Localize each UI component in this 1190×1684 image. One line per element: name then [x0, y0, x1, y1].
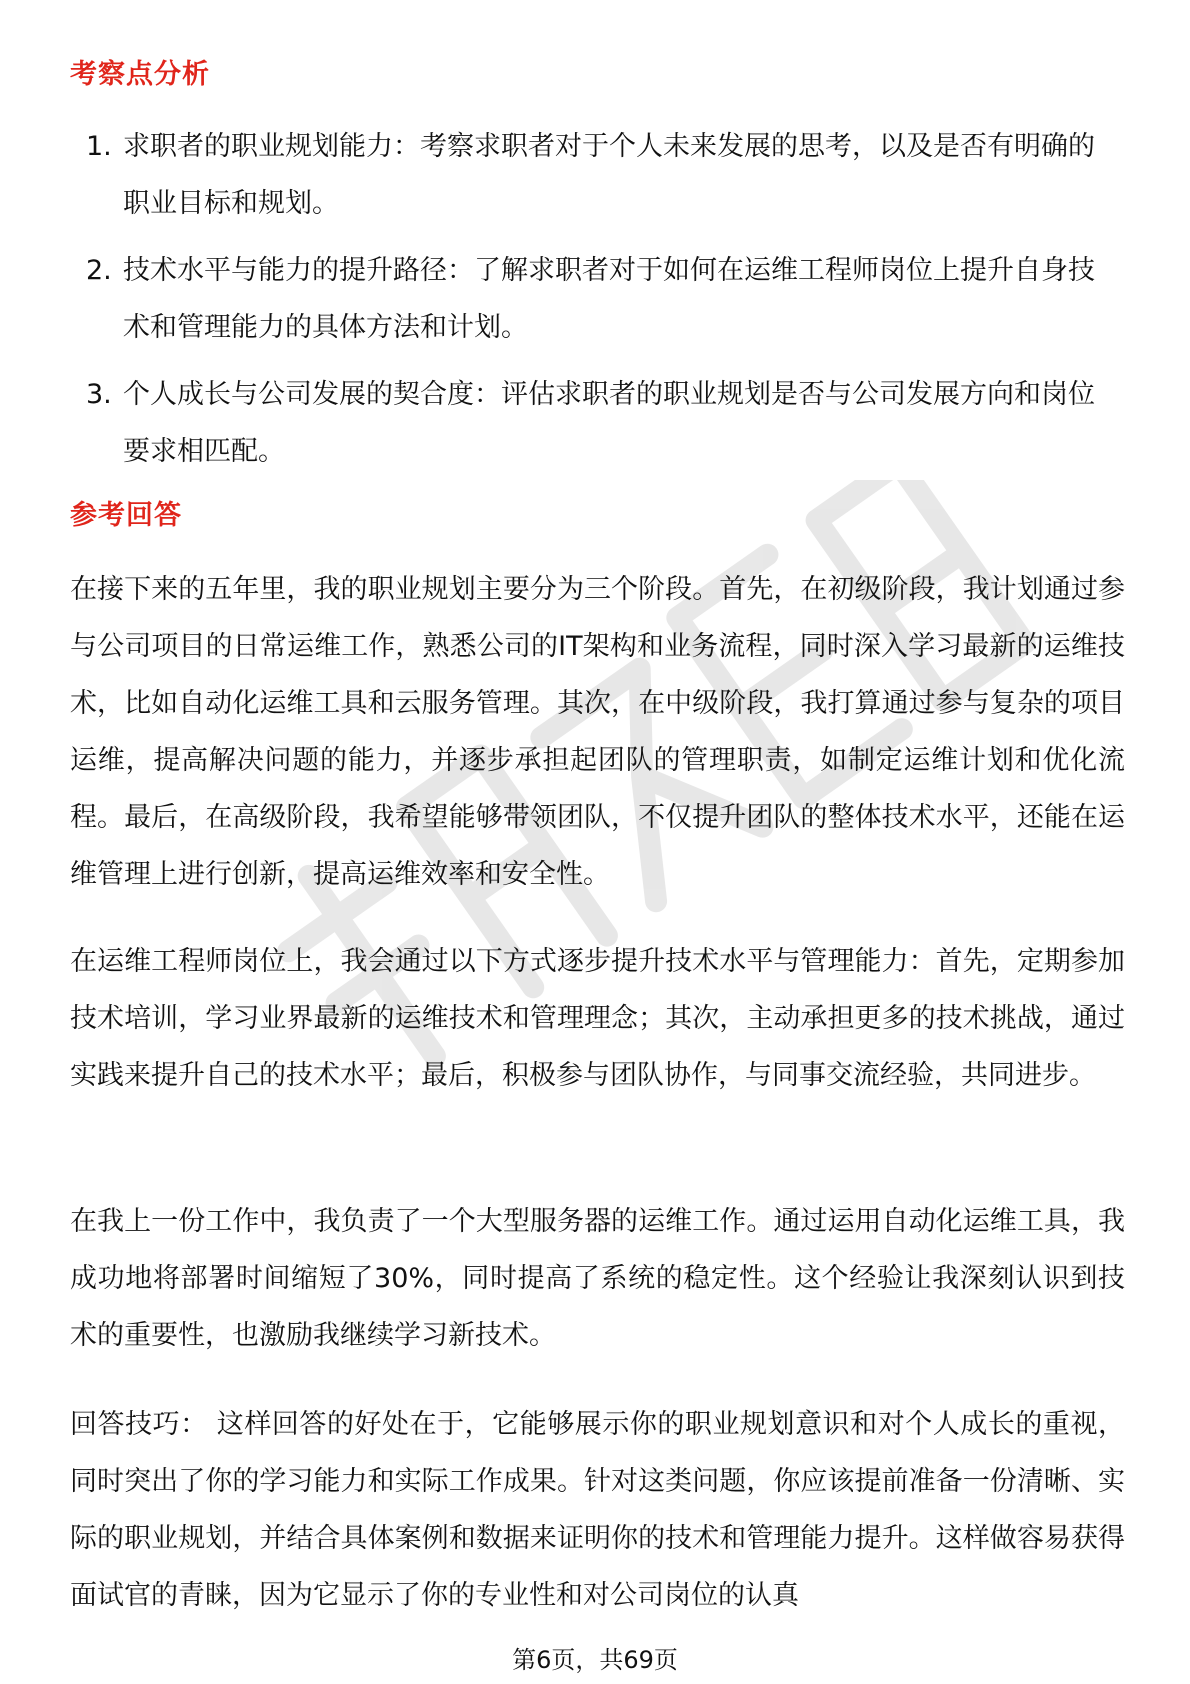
list-item-text: 求职者的职业规划能力：考察求职者对于个人未来发展的思考，以及是否有明确的职业目标和规划。	[123, 131, 1095, 219]
answer-paragraph-3: 在我上一份工作中，我负责了一个大型服务器的运维工作。通过运用自动化运维工具，我成功地将部署时间缩短了30%，同时提高了系统的稳定性。这个经验让我深刻认识到技术的重要性，也激励我继续学习新技术。	[70, 1206, 1125, 1351]
page-number: 第6页，共69页	[512, 1646, 678, 1674]
list-item	[0, 366, 1190, 480]
analysis-list	[0, 118, 1190, 490]
list-item-text: 个人成长与公司发展的契合度：评估求职者的职业规划是否与公司发展方向和岗位要求相匹配。	[123, 379, 1095, 467]
list-item-text: 技术水平与能力的提升路径：了解求职者对于如何在运维工程师岗位上提升自身技术和管理能力的具体方法和计划。	[123, 255, 1095, 343]
list-item-number: 2.	[86, 255, 112, 286]
answer-heading: 参考回答	[70, 500, 182, 531]
analysis-heading: 考察点分析	[70, 59, 210, 90]
list-item	[0, 242, 1190, 356]
list-item-number: 3.	[86, 379, 112, 410]
list-item-number: 1.	[86, 131, 112, 162]
answer-paragraph-1: 在接下来的五年里，我的职业规划主要分为三个阶段。首先，在初级阶段，我计划通过参与公司项目的日常运维工作，熟悉公司的IT架构和业务流程，同时深入学习最新的运维技术，比如自动化运维工具和云服务管理。其次，在中级阶段，我打算通过参与复杂的项目运维，提高解决问题的能力，并逐步承担起团队的管理职责，如制定运维计划和优化流程。最后，在高级阶段，我希望能够带领团队，不仅提升团队的整体技术水平，还能在运维管理上进行创新，提高运维效率和安全性。	[70, 574, 1125, 890]
list-item	[0, 118, 1190, 232]
answer-tips-paragraph: 回答技巧： 这样回答的好处在于，它能够展示你的职业规划意识和对个人成长的重视，同时突出了你的学习能力和实际工作成果。针对这类问题，你应该提前准备一份清晰、实际的职业规划，并结合具体案例和数据来证明你的技术和管理能力提升。这样做容易获得面试官的青睐，因为它显示了你的专业性和对公司岗位的认真	[70, 1409, 1125, 1611]
answer-paragraph-2: 在运维工程师岗位上，我会通过以下方式逐步提升技术水平与管理能力：首先，定期参加技术培训，学习业界最新的运维技术和管理理念；其次，主动承担更多的技术挑战，通过实践来提升自己的技术水平；最后，积极参与团队协作，与同事交流经验，共同进步。	[70, 946, 1125, 1091]
